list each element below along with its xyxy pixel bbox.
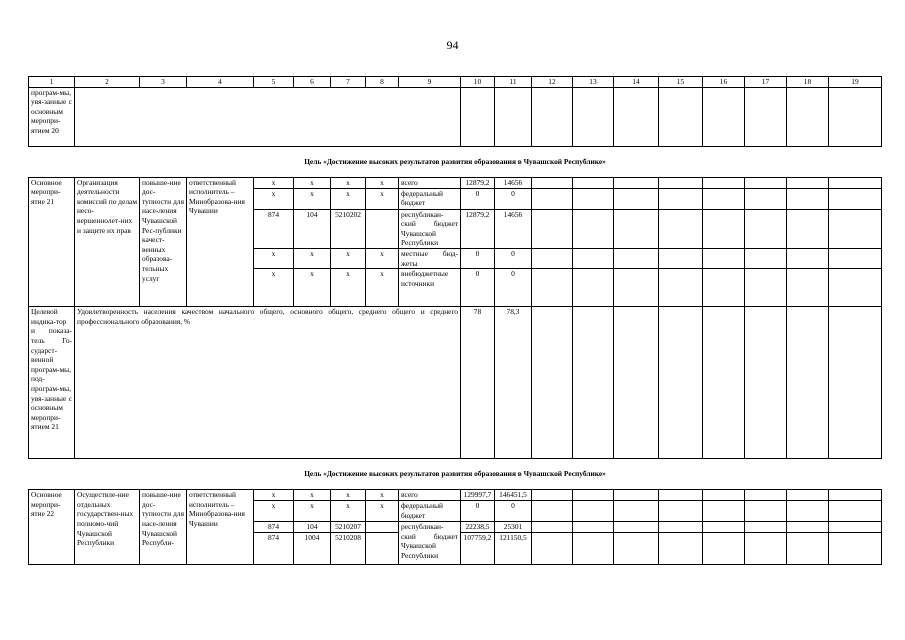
goal-row (29, 459, 882, 490)
col-header: 1 (29, 77, 75, 88)
indicator-text-cell: Удовлетворенность населения качеством начального общего, основного общего, среднего общего и среднего профессионального образования, % (75, 307, 461, 459)
value-cell: 0 (461, 188, 495, 209)
value-cell: 78,3 (495, 307, 532, 459)
code-cell: 104 (294, 522, 331, 533)
code-cell: 874 (254, 522, 294, 533)
code-cell: 104 (294, 209, 331, 248)
indicator-text-cell (75, 87, 461, 146)
code-cell: x (366, 501, 399, 522)
code-cell: x (254, 269, 294, 307)
code-cell: x (254, 188, 294, 209)
measure-result: повыше-ние дос-тупности для насе-ления Чувашской Республи- (140, 490, 187, 565)
value-cell: 78 (461, 307, 495, 459)
value-cell: 22238,5 (461, 522, 495, 533)
table-row (29, 307, 882, 459)
col-header: 14 (614, 77, 659, 88)
col-header: 6 (294, 77, 331, 88)
value-cell: 121150,5 (495, 533, 532, 565)
measure-executor: ответственный исполнитель – Минобразова-ния Чувашии (187, 177, 254, 307)
col-header: 12 (532, 77, 573, 88)
col-header: 2 (75, 77, 140, 88)
value-cell: 14656 (495, 209, 532, 248)
budget-table (28, 76, 882, 565)
table-row (29, 177, 882, 188)
col-header: 17 (745, 77, 787, 88)
goal-row (29, 146, 882, 177)
value-cell: 0 (495, 188, 532, 209)
code-cell: 1004 (294, 533, 331, 565)
table-row (29, 87, 882, 146)
indicator-label-cell: програм-мы, увя-занные с основным меропри-ятием 20 (29, 87, 75, 146)
value-cell: 146451,5 (495, 490, 532, 501)
source-cell: всего (399, 490, 461, 501)
col-header: 4 (187, 77, 254, 88)
value-cell: 0 (495, 501, 532, 522)
col-header: 7 (331, 77, 366, 88)
measure-name: Осуществле-ние отдельных государствен-ных полномо-чий Чувашской Республики (75, 490, 140, 565)
col-header: 16 (703, 77, 745, 88)
value-cell: 25301 (495, 522, 532, 533)
col-header: 13 (573, 77, 614, 88)
code-cell: x (366, 177, 399, 188)
value-cell: 129997,7 (461, 490, 495, 501)
value-cell: 0 (461, 248, 495, 268)
value-cell: 0 (495, 248, 532, 268)
measure-title: Основное меропри-ятие 22 (29, 490, 75, 565)
value-cell: 12879,2 (461, 177, 495, 188)
code-cell: 5210202 (331, 209, 366, 248)
code-cell: x (294, 501, 331, 522)
code-cell: x (294, 177, 331, 188)
source-cell: местные бюд-жеты (399, 248, 461, 268)
value-cell: 107759,2 (461, 533, 495, 565)
goal-heading: Цель «Достижение высоких результатов развития образования в Чувашской Республике» (29, 459, 882, 490)
code-cell: x (366, 188, 399, 209)
source-cell: федеральный бюджет (399, 501, 461, 522)
code-cell: x (294, 269, 331, 307)
code-cell: x (254, 177, 294, 188)
code-cell: 874 (254, 533, 294, 565)
table-row (29, 490, 882, 501)
value-cell: 14656 (495, 177, 532, 188)
col-header: 5 (254, 77, 294, 88)
source-cell: всего (399, 177, 461, 188)
col-header: 18 (787, 77, 829, 88)
goal-heading: Цель «Достижение высоких результатов развития образования в Чувашской Республике» (29, 146, 882, 177)
code-cell: 5210208 (331, 533, 366, 565)
col-header: 19 (829, 77, 882, 88)
source-cell: республикан-ский бюджет Чувашской Республики (399, 522, 461, 565)
code-cell: x (366, 248, 399, 268)
code-cell: 874 (254, 209, 294, 248)
code-cell: x (331, 177, 366, 188)
code-cell: x (331, 248, 366, 268)
measure-name: Организация деятельности комиссий по делам несо-вершеннолет-них и защите их прав (75, 177, 140, 307)
col-header: 10 (461, 77, 495, 88)
header-row (29, 77, 882, 88)
col-header: 15 (659, 77, 703, 88)
code-cell: x (294, 490, 331, 501)
page-number: 94 (446, 38, 459, 52)
col-header: 3 (140, 77, 187, 88)
measure-executor: ответственный исполнитель – Минобразова-ния Чувашии (187, 490, 254, 565)
value-cell: 0 (461, 269, 495, 307)
code-cell: x (294, 188, 331, 209)
code-cell: x (331, 490, 366, 501)
value-cell: 12879,2 (461, 209, 495, 248)
code-cell: x (331, 501, 366, 522)
code-cell: x (331, 269, 366, 307)
code-cell: x (366, 269, 399, 307)
code-cell: x (294, 248, 331, 268)
code-cell: 5210207 (331, 522, 366, 533)
value-cell: 0 (461, 501, 495, 522)
source-cell: внебюджетные источники (399, 269, 461, 307)
col-header: 11 (495, 77, 532, 88)
indicator-label-cell: Целевой индика-тор и показа-тель Го-сударст-венной програм-мы, под-програм-мы, увя-занные с основным меропри-ятием 21 (29, 307, 75, 459)
measure-result: повыше-ние дос-тупности для насе-ления Чувашской Рес-публики качест-венных образова-тельных услуг (140, 177, 187, 307)
measure-title: Основное меропри-ятие 21 (29, 177, 75, 307)
source-cell: республикан-ский бюджет Чувашской Республики (399, 209, 461, 248)
code-cell: x (254, 490, 294, 501)
value-cell: 0 (495, 269, 532, 307)
source-cell: федеральный бюджет (399, 188, 461, 209)
code-cell (366, 209, 399, 248)
col-header: 8 (366, 77, 399, 88)
code-cell: x (366, 490, 399, 501)
col-header: 9 (399, 77, 461, 88)
code-cell: x (254, 248, 294, 268)
code-cell: x (254, 501, 294, 522)
code-cell: x (331, 188, 366, 209)
